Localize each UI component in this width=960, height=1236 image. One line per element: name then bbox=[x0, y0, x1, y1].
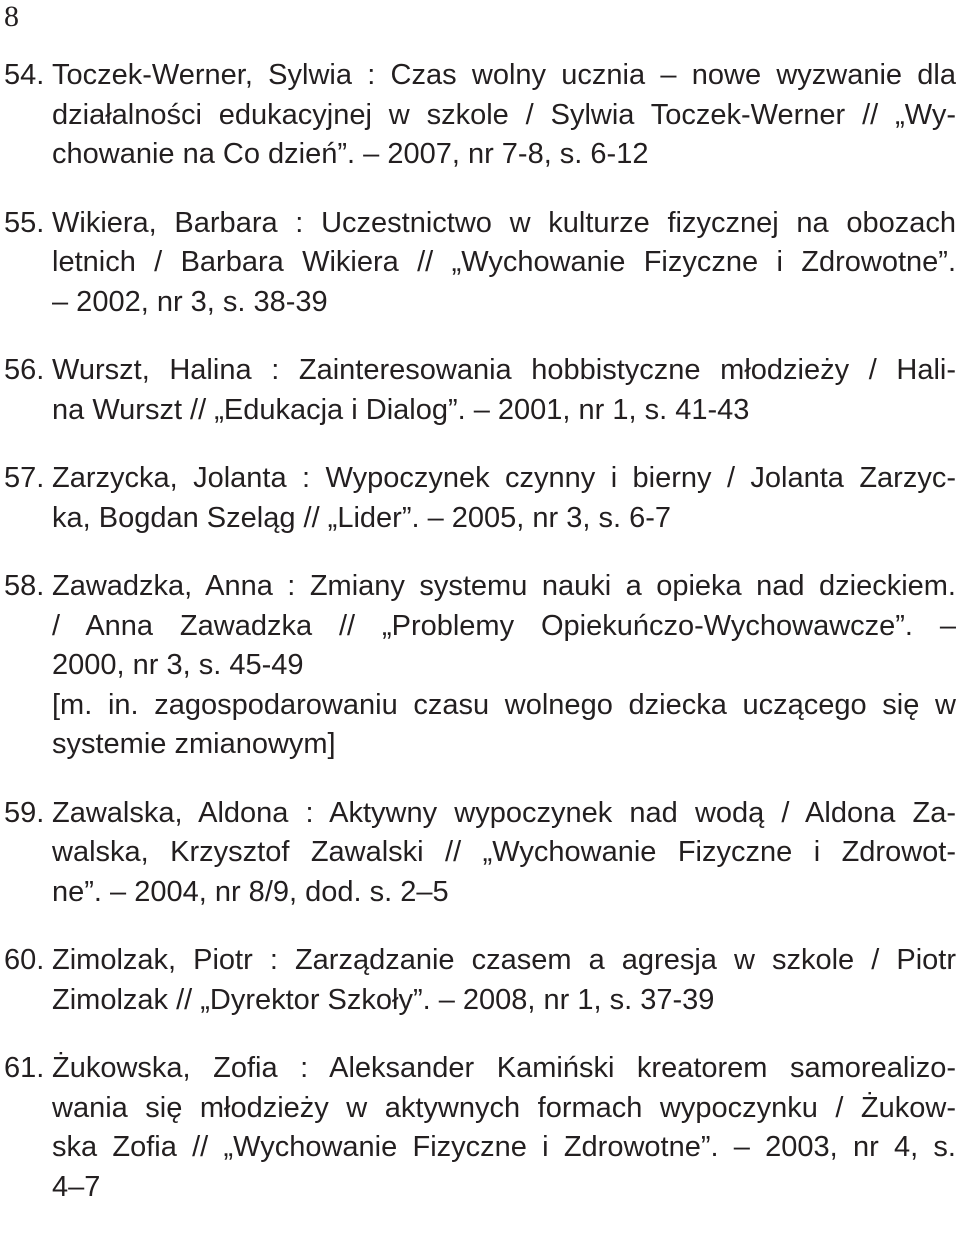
entry-line: Zimolzak // „Dyrektor Szkoły”. – 2008, nr 1, s. 37-39 bbox=[52, 983, 715, 1016]
entry-line: walska, Krzysztof Zawalski // „Wychowanie Fizyczne i Zdrowot- bbox=[52, 836, 956, 868]
bibliography-entry bbox=[4, 941, 956, 1020]
entry-text bbox=[52, 56, 956, 175]
entry-number: 60. bbox=[4, 944, 45, 976]
entry-number: 57. bbox=[4, 462, 45, 494]
entry-number: 59. bbox=[4, 796, 45, 829]
entry-line: na Wurszt // „Edukacja i Dialog”. – 2001, nr 1, s. 41-43 bbox=[52, 393, 750, 426]
entry-line: systemie zmianowym] bbox=[52, 728, 336, 760]
entry-number: 56. bbox=[4, 354, 45, 386]
entry-line: ka, Bogdan Szeląg // „Lider”. – 2005, nr 3, s. 6-7 bbox=[52, 501, 672, 534]
entry-line: letnich / Barbara Wikiera // „Wychowanie Fizyczne i Zdrowotne”. bbox=[52, 246, 956, 278]
entry-line: Żukowska, Zofia : Aleksander Kamiński kreatorem samorealizo- bbox=[52, 1052, 956, 1084]
entry-text bbox=[52, 351, 956, 430]
entry-text bbox=[52, 204, 956, 323]
page-number: 8 bbox=[4, 0, 19, 33]
entry-text bbox=[52, 1049, 956, 1207]
entry-line: Zarzycka, Jolanta : Wypoczynek czynny i bierny / Jolanta Zarzyc- bbox=[52, 462, 956, 494]
entry-line: 2000, nr 3, s. 45-49 bbox=[52, 649, 304, 681]
entry-number: 58. bbox=[4, 570, 45, 602]
entry-line: Zawalska, Aldona : Aktywny wypoczynek nad wodą / Aldona Za- bbox=[52, 796, 956, 829]
entry-line: Wikiera, Barbara : Uczestnictwo w kulturze fizycznej na obozach bbox=[52, 206, 956, 239]
entry-line: / Anna Zawadzka // „Problemy Opiekuńczo-Wychowawcze”. – bbox=[52, 609, 956, 642]
entry-line: Zawadzka, Anna : Zmiany systemu nauki a opieka nad dzieckiem. bbox=[52, 570, 956, 602]
bibliography-entry bbox=[4, 56, 956, 175]
entry-line: działalności edukacyjnej w szkole / Sylwia Toczek-Werner // „Wy- bbox=[52, 98, 956, 131]
entry-text bbox=[52, 567, 956, 765]
bibliography-entry bbox=[4, 794, 956, 913]
entry-line: Toczek-Werner, Sylwia : Czas wolny ucznia – nowe wyzwanie dla bbox=[52, 59, 956, 91]
entry-text bbox=[52, 941, 956, 1020]
bibliography-entry bbox=[4, 459, 956, 538]
entry-text bbox=[52, 794, 956, 913]
bibliography-entry bbox=[4, 351, 956, 430]
bibliography-entry bbox=[4, 1049, 956, 1207]
entry-line: ska Zofia // „Wychowanie Fizyczne i Zdrowotne”. – 2003, nr 4, s. bbox=[52, 1131, 956, 1163]
entry-number: 55. bbox=[4, 206, 45, 239]
entry-line: wania się młodzieży w aktywnych formach wypoczynku / Żukow- bbox=[52, 1091, 956, 1124]
entry-line: Zimolzak, Piotr : Zarządzanie czasem a agresja w szkole / Piotr bbox=[52, 944, 956, 976]
entry-line: chowanie na Co dzień”. – 2007, nr 7-8, s. 6-12 bbox=[52, 138, 649, 170]
entry-text bbox=[52, 459, 956, 538]
entry-line: ne”. – 2004, nr 8/9, dod. s. 2–5 bbox=[52, 875, 449, 908]
bibliography-entry bbox=[4, 204, 956, 323]
entry-number: 54. bbox=[4, 59, 45, 91]
entry-line: [m. in. zagospodarowaniu czasu wolnego dziecka uczącego się w bbox=[52, 688, 956, 721]
entry-line: – 2002, nr 3, s. 38-39 bbox=[52, 285, 328, 318]
entry-line: Wurszt, Halina : Zainteresowania hobbistyczne młodzieży / Hali- bbox=[52, 354, 956, 386]
bibliography-entry bbox=[4, 567, 956, 765]
entry-line: 4–7 bbox=[52, 1170, 101, 1203]
entry-number: 61. bbox=[4, 1052, 45, 1084]
bibliography-list bbox=[4, 56, 956, 1236]
